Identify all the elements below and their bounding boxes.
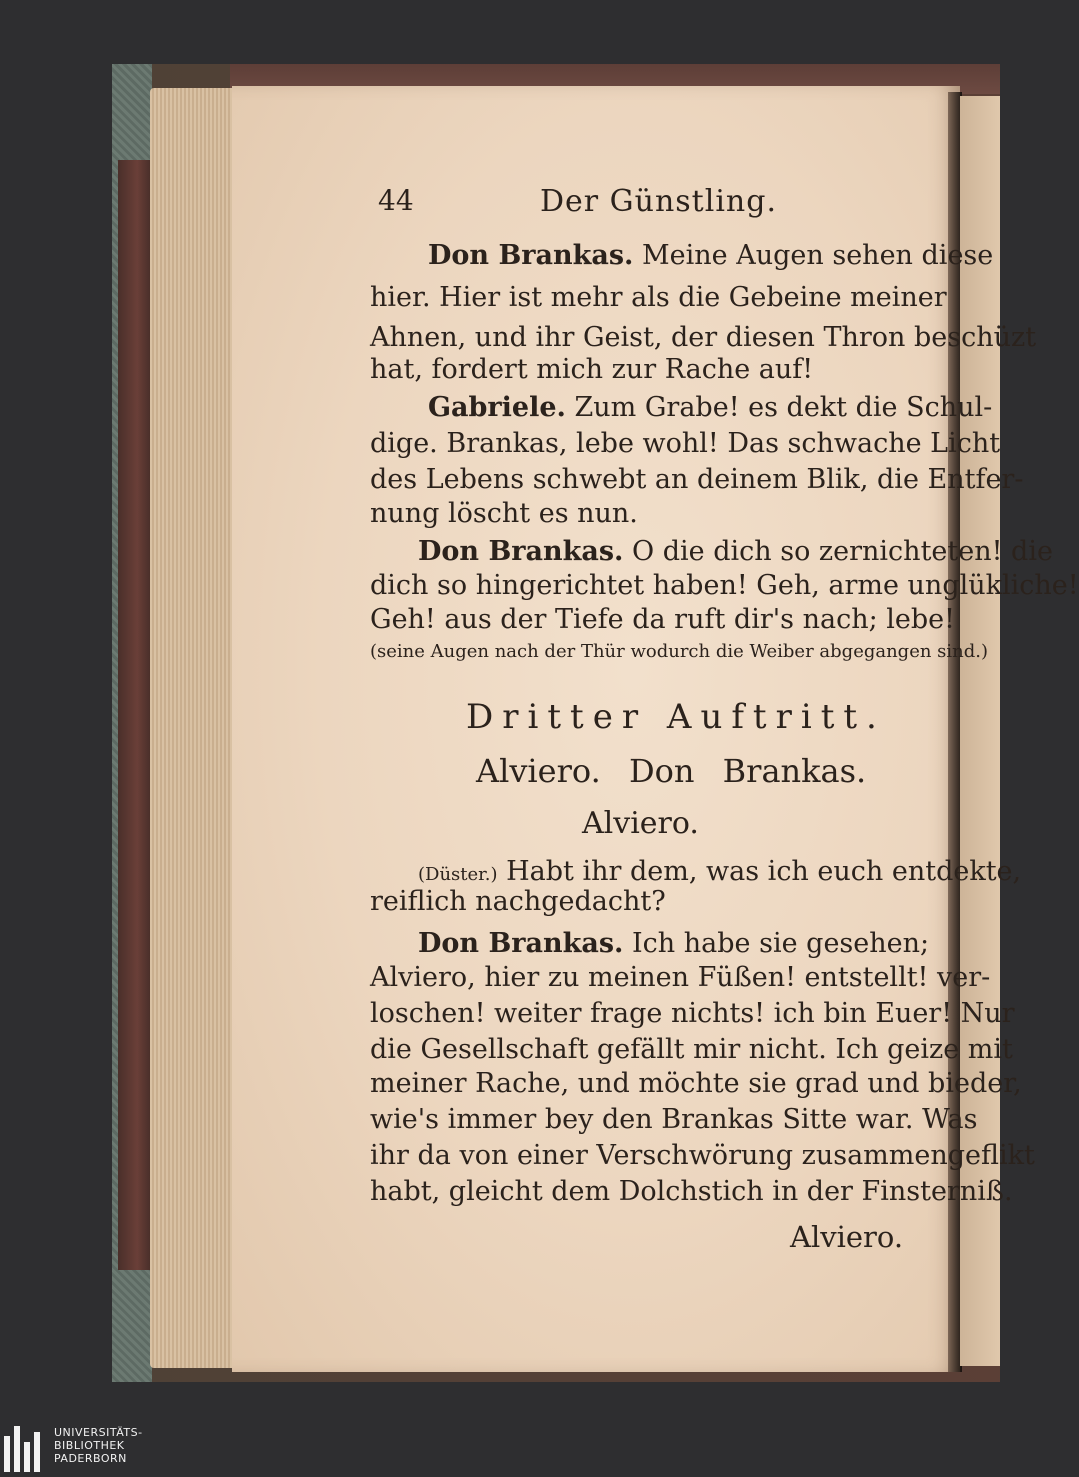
line-text: Ich habe sie gesehen;: [623, 928, 930, 959]
line-text: Zum Grabe! es dekt die Schul-: [565, 392, 993, 423]
text-line: hier. Hier ist mehr als die Gebeine meiner: [370, 282, 947, 313]
speaker-name: Gabriele.: [428, 392, 566, 423]
scene-heading: Dritter Auftritt.: [466, 697, 886, 737]
text-line: [428, 240, 993, 272]
line-text: Habt ihr dem, was ich euch entdekte,: [497, 856, 1022, 887]
text-line: [428, 392, 992, 424]
line-text: Meine Augen sehen diese: [633, 240, 994, 271]
text-line: [418, 536, 1053, 568]
text-line: ihr da von einer Verschwörung zusammengeflikt: [370, 1140, 1035, 1171]
text-line: des Lebens schwebt an deinem Blik, die Entfer-: [370, 464, 1024, 495]
page-number: 44: [378, 184, 414, 217]
speaker-name: Don Brankas.: [428, 240, 634, 271]
text-line: meiner Rache, und möchte sie grad und bieder,: [370, 1068, 1022, 1099]
text-line: die Gesellschaft gefällt mir nicht. Ich geize mit: [370, 1034, 1013, 1065]
stage-direction: (Düster.): [418, 864, 498, 885]
text-line: loschen! weiter frage nichts! ich bin Euer! Nur: [370, 998, 1015, 1029]
character-list: Alviero. Don Brankas.: [476, 752, 867, 790]
catchword: Alviero.: [790, 1220, 904, 1254]
speaker-name: Don Brankas.: [418, 928, 624, 959]
text-line: wie's immer bey den Brankas Sitte war. Was: [370, 1104, 978, 1135]
text-line: nung löscht es nun.: [370, 498, 638, 529]
text-line: Alviero, hier zu meinen Füßen! entstellt! ver-: [370, 962, 991, 993]
text-line: [418, 856, 1021, 888]
text-line: reiflich nachgedacht?: [370, 886, 666, 917]
speaker-name: Don Brankas.: [418, 536, 624, 567]
running-title: Der Günstling.: [540, 184, 777, 219]
text-line: [418, 928, 929, 960]
text-line: Ahnen, und ihr Geist, der diesen Thron beschüzt: [370, 322, 1037, 353]
text-line: dich so hingerichtet haben! Geh, arme unglükliche!: [370, 570, 1079, 601]
line-text: O die dich so zernichteten! die: [623, 536, 1053, 567]
text-line: Geh! aus der Tiefe da ruft dir's nach; lebe!: [370, 604, 955, 635]
stage-direction: (seine Augen nach der Thür wodurch die Weiber abgegangen sind.): [370, 641, 989, 662]
text-line: habt, gleicht dem Dolchstich in der Finsterniß.: [370, 1176, 1013, 1207]
text-line: hat, fordert mich zur Rache auf!: [370, 354, 814, 385]
library-logo-text: UNIVERSITÄTS- BIBLIOTHEK PADERBORN: [54, 1426, 143, 1465]
speaker-heading: Alviero.: [582, 806, 699, 841]
library-logo-icon: [4, 1426, 48, 1472]
text-line: dige. Brankas, lebe wohl! Das schwache Licht: [370, 428, 1001, 459]
